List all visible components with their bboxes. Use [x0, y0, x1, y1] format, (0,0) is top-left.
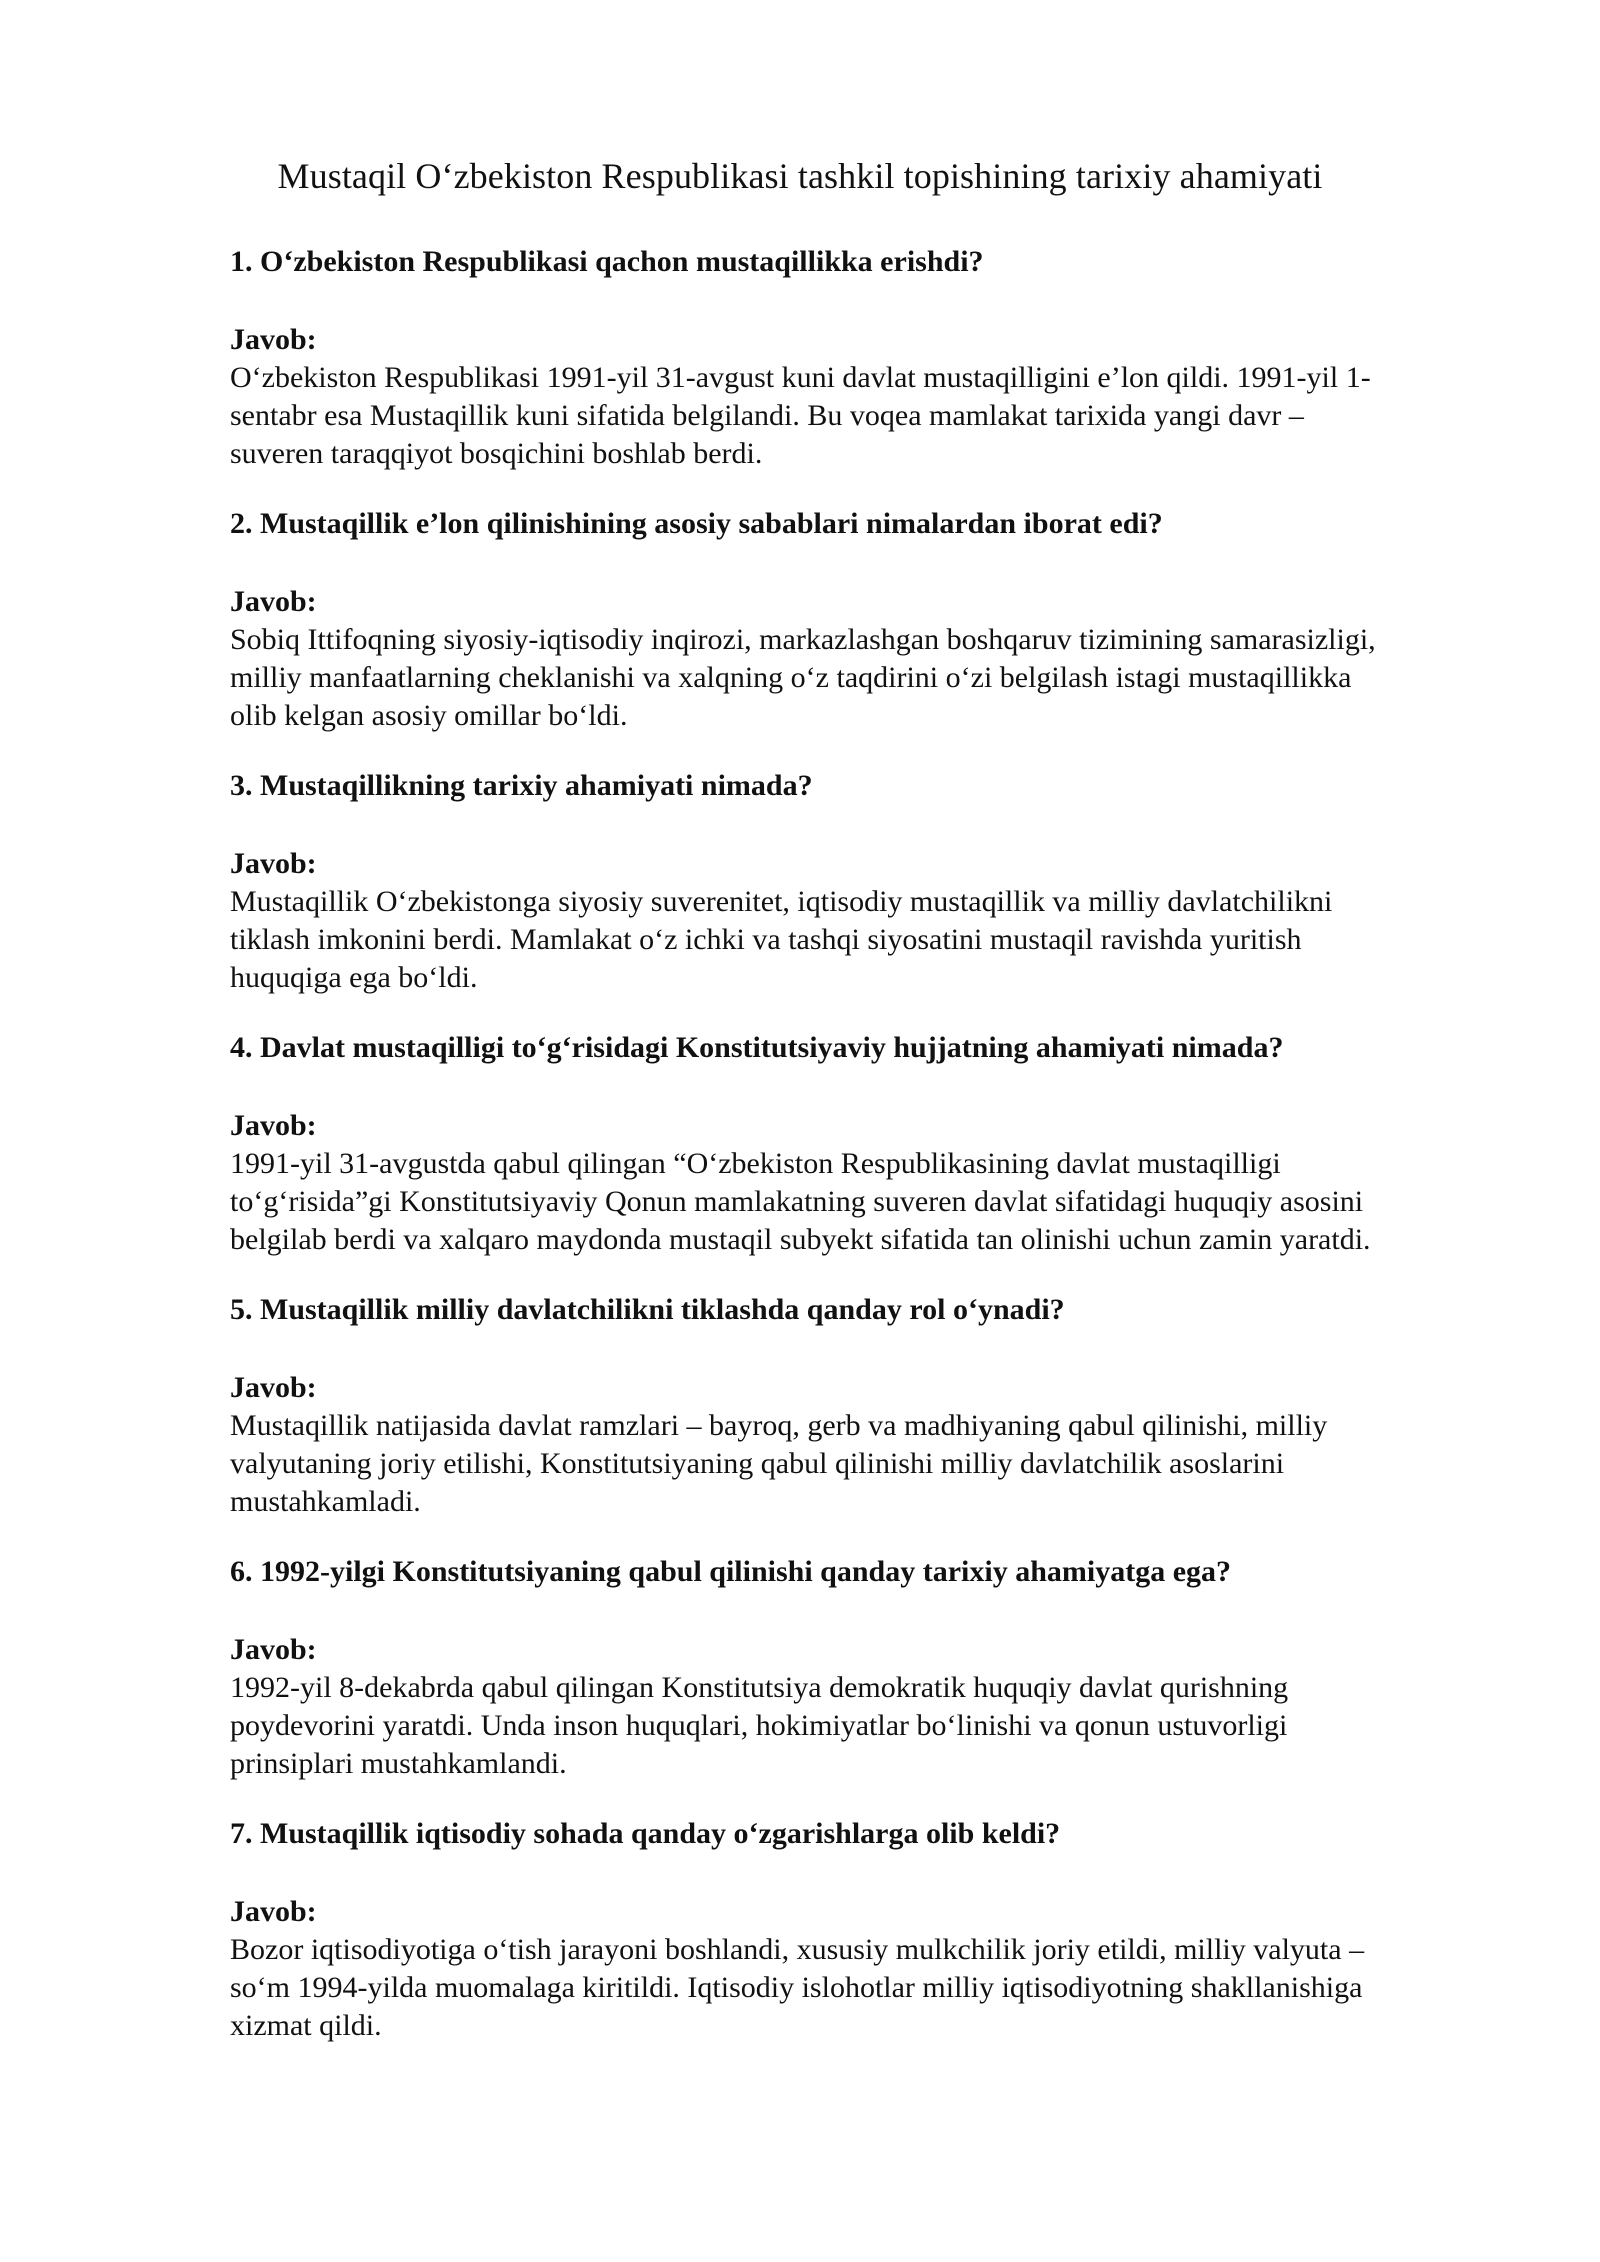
answer-text-2: Sobiq Ittifoqning siyosiy-iqtisodiy inqirozi, markazlashgan boshqaruv tizimining samarasizligi, milliy manfaatlarning cheklanishi va xalqning o‘z taqdirini o‘zi belgilash istagi mustaqillikka olib kelgan asosiy omillar bo‘ldi.: [230, 623, 1376, 732]
question-1: 1. O‘zbekiston Respublikasi qachon mustaqillikka erishdi?: [230, 245, 984, 278]
answer-text-6: 1992-yil 8-dekabrda qabul qilingan Konstitutsiya demokratik huquqiy davlat qurishning poydevorini yaratdi. Unda inson huquqlari, hokimiyatlar bo‘linishi va qonun ustuvorligi prinsiplari mustahkamlandi.: [230, 1671, 1289, 1780]
answer-text-4: 1991-yil 31-avgustda qabul qilingan “O‘zbekiston Respublikasining davlat mustaqilligi to‘g‘risida”gi Konstitutsiyaviy Qonun mamlakatning suveren davlat sifatidagi huquqiy asosini belgilab berdi va xalqaro maydonda mustaqil subyekt sifatida tan olinishi uchun zamin yaratdi.: [230, 1147, 1371, 1256]
qa-item-3: [230, 767, 1480, 997]
answer-label-2: Javob:: [230, 585, 317, 618]
answer-label-4: Javob:: [230, 1109, 317, 1142]
qa-item-2: [230, 505, 1480, 735]
page-title: Mustaqil O‘zbekiston Respublikasi tashkil topishining tarixiy ahamiyati: [277, 156, 1323, 196]
question-7: 7. Mustaqillik iqtisodiy sohada qanday o‘zgarishlarga olib keldi?: [230, 1817, 1061, 1850]
question-5: 5. Mustaqillik milliy davlatchilikni tiklashda qanday rol o‘ynadi?: [230, 1293, 1065, 1326]
qa-item-5: [230, 1291, 1480, 1521]
question-6: 6. 1992-yilgi Konstitutsiyaning qabul qilinishi qanday tarixiy ahamiyatga ega?: [230, 1555, 1232, 1588]
qa-item-4: [230, 1029, 1480, 1259]
answer-text-3: Mustaqillik O‘zbekistonga siyosiy suverenitet, iqtisodiy mustaqillik va milliy davlatchilikni tiklash imkonini berdi. Mamlakat o‘z ichki va tashqi siyosatini mustaqil ravishda yuritish huquqiga ega bo‘ldi.: [230, 885, 1333, 994]
qa-item-1: [230, 243, 1480, 473]
question-4: 4. Davlat mustaqilligi to‘g‘risidagi Konstitutsiyaviy hujjatning ahamiyati nimada?: [230, 1031, 1284, 1064]
qa-item-7: [230, 1815, 1480, 2045]
answer-label-7: Javob:: [230, 1895, 317, 1928]
answer-text-7: Bozor iqtisodiyotiga o‘tish jarayoni boshlandi, xususiy mulkchilik joriy etildi, milliy valyuta – so‘m 1994-yilda muomalaga kiritildi. Iqtisodiy islohotlar milliy iqtisodiyotning shakllanishiga xizmat qildi.: [230, 1933, 1365, 2042]
question-3: 3. Mustaqillikning tarixiy ahamiyati nimada?: [230, 769, 813, 802]
answer-label-6: Javob:: [230, 1633, 317, 1666]
answer-label-3: Javob:: [230, 847, 317, 880]
answer-label-1: Javob:: [230, 323, 317, 356]
answer-text-5: Mustaqillik natijasida davlat ramzlari – bayroq, gerb va madhiyaning qabul qilinishi, milliy valyutaning joriy etilishi, Konstitutsiyaning qabul qilinishi milliy davlatchilik asoslarini mustahkamladi.: [230, 1409, 1328, 1518]
answer-label-5: Javob:: [230, 1371, 317, 1404]
qa-item-6: [230, 1553, 1480, 1783]
answer-text-1: O‘zbekiston Respublikasi 1991-yil 31-avgust kuni davlat mustaqilligini e’lon qildi. 1991-yil 1- sentabr esa Mustaqillik kuni sifatida belgilandi. Bu voqea mamlakat tarixida yangi davr – suveren taraqqiyot bosqichini boshlab berdi.: [230, 361, 1371, 470]
question-2: 2. Mustaqillik e’lon qilinishining asosiy sabablari nimalardan iborat edi?: [230, 507, 1163, 540]
